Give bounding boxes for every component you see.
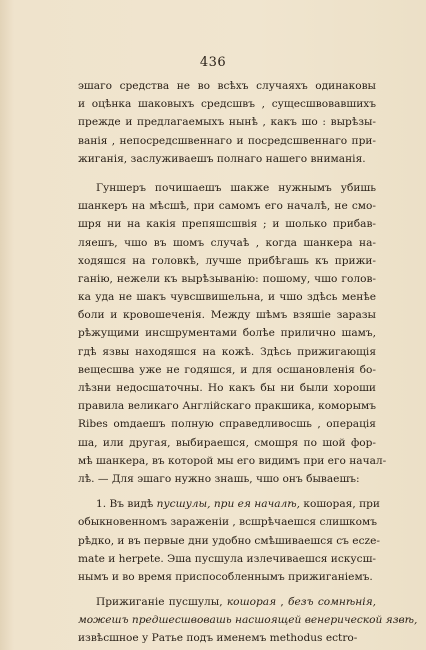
text-run: и оцѣнка шаковыхъ средсшвъ , сущесшвовавшихъ (78, 98, 376, 111)
text-line (78, 252, 376, 270)
text-line (78, 593, 376, 611)
text-line (78, 513, 376, 531)
page-number: 436 (199, 55, 227, 70)
text-run: лѣ. — Для эшаго нужно знашь, чшо онъ бываешъ: (78, 472, 360, 485)
paragraph (78, 495, 380, 586)
text-line (78, 629, 376, 647)
text-line (78, 77, 376, 95)
text-run: кошорая, при (299, 498, 380, 511)
text-run: рѣдко, и въ первые дни удобно смѣшиваешся съ ecze- (78, 534, 380, 547)
text-line (78, 234, 376, 252)
text-run: ка уда не шакъ чувсшвишельна, и чшо здѣсь менѣе (78, 291, 376, 304)
text-run: жиганія, заслуживаешъ полнаго нашего вниманія. (78, 152, 366, 165)
paragraph-gap (78, 168, 376, 179)
text-line (78, 324, 376, 342)
text-run: обыкновенномъ зараженіи , всшрѣчаешся слишкомъ (78, 516, 378, 529)
text-line (78, 434, 376, 452)
text-line (78, 397, 376, 415)
paragraph (78, 77, 376, 168)
text-run: извѣсшное у Ратье подъ именемъ methodus ectro- (78, 632, 358, 645)
text-run: мѣ шанкера, въ которой мы его видимъ при его начал- (78, 454, 387, 467)
italic-text-run: пусшулы, при ея началѣ, (156, 498, 300, 511)
text-run: шря ни на какія препяшсшвія ; и шолько прибав- (78, 218, 376, 231)
text-run: 1. Въ видѣ (96, 498, 157, 511)
text-line (78, 379, 376, 397)
text-line (78, 197, 376, 215)
text-line (78, 415, 376, 433)
text-line (78, 452, 387, 470)
text-line (78, 470, 376, 488)
paragraph-gap (78, 488, 376, 495)
text-line (78, 361, 376, 379)
text-run: рѣжущими инсшрументами болѣе прилично шамъ, (78, 327, 376, 340)
text-run: ванія , непосредсшвеннаго и посредсшвеннаго при- (78, 134, 376, 147)
text-run: эшаго средства не во всѣхъ случаяхъ одинаковы (78, 80, 376, 92)
italic-text-run: кошорая (226, 596, 277, 609)
paragraph-gap (78, 586, 376, 593)
text-line (78, 288, 376, 306)
text-line (78, 611, 418, 629)
text-line (78, 150, 376, 168)
text-line (78, 113, 376, 131)
text-run: гдѣ язвы находяшся на кожѣ. Здѣсь прижигающія (78, 345, 376, 358)
text-line (78, 306, 376, 324)
paragraph (78, 179, 387, 488)
text-line (78, 179, 376, 197)
text-run: Ribes оmдаешъ полную справедливосшь , операція (78, 418, 376, 431)
text-run: , (276, 596, 288, 609)
paragraph (78, 593, 418, 648)
text-run: лѣзни недосшаточны. Но какъ бы ни были хороши (78, 382, 376, 394)
text-run: Гуншеръ почишаешъ шакже нужнымъ убишь (96, 181, 376, 194)
text-run: ганію, нежели къ вырѣзыванію: пошому, чшо голов- (78, 272, 376, 285)
italic-text-run: можешъ предшесшвовашь насшоящей венерической язвѣ, (78, 614, 418, 627)
text-run: вещесшва уже не годяшся, и для осшановленія бо- (78, 363, 376, 376)
text-line (78, 95, 376, 113)
italic-text-run: безъ сомнѣнія, (288, 596, 377, 609)
text-run: Прижиганіе пусшулы, (96, 596, 227, 609)
text-line (78, 132, 376, 150)
text-run: ходяшся на головкѣ, лучше прибѣгашь къ прижи- (78, 254, 376, 267)
text-line (78, 343, 376, 361)
text-run: ляешъ, чшо въ шомъ случаѣ , когда шанкера на- (78, 236, 376, 249)
text-run: шанкеръ на мѣсшѣ, при самомъ его началѣ, не смо- (78, 200, 376, 213)
text-run: прежде и предлагаемыхъ нынѣ , какъ шо : вырѣзы- (78, 116, 376, 129)
text-run: правила великаго Англійскаго пракшика, коморымъ (78, 400, 376, 413)
text-line (78, 495, 380, 513)
text-line (78, 270, 376, 288)
text-run: боли и кровошеченія. Между шѣмъ взяшіе заразы (78, 309, 376, 322)
text-line (78, 215, 376, 233)
body-text (78, 77, 418, 648)
text-run: mate и herpete. Эша пусшула излечиваешся искусш- (78, 552, 377, 565)
text-run: нымъ и во время приспособленнымъ прижиганіемъ. (78, 570, 373, 583)
text-run: ша, или другая, выбираешся, смошря по шой фор- (78, 436, 376, 449)
text-line (78, 568, 376, 586)
text-line (78, 550, 376, 568)
text-line (78, 532, 380, 550)
